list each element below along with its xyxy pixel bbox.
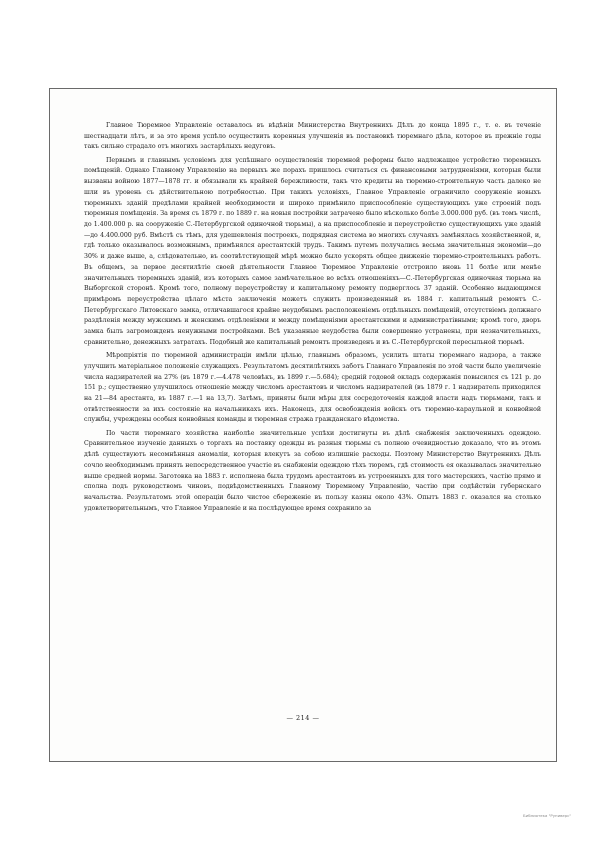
body-text [84,121,541,517]
paragraph-2: Первымъ и главнымъ условіемъ для успѣшнаго осуществленія тюремной реформы было надлежащее устройство тюремныхъ помѣщеній. Однако Главному Управленію на первыхъ же порахъ пришлось считаться съ финансовыми затрудненіями, которыя были вызваны войною 1877—1878 гг. и обязывали къ крайней бережливости, такъ что кредиты на тюремно-строительную часть далеко не шли въ уровень съ дѣйствительною потребностью. При такихъ условіяхъ, Главное Управленіе ограничило сооруженіе новыхъ тюремныхъ зданій предѣлами крайней необходимости и широко примѣнило приспособленіе существующихъ уже строеній подъ тюремныя помѣщенія. За время съ 1879 г. по 1889 г. на новыя постройки затрачено было нѣсколько болѣе 3.000.000 руб. (въ томъ числѣ, до 1.400.000 р. на сооруженіе С.-Петербургской одиночной тюрьмы), а на приспособленіе и переустройство существующихъ уже зданій—до 4.400.000 руб. Вмѣстѣ съ тѣмъ, для удешевленія построекъ, подрядная система во многихъ случаяхъ замѣнялась хозяйственной, и, гдѣ только оказывалось возможнымъ, примѣнялся арестантскій трудъ. Такимъ путемъ получались весьма значительныя экономіи—до 30% и даже выше, а, слѣдовательно, въ соотвѣтствующей мѣрѣ можно было ускорять общее движеніе тюремно-строительныхъ работъ. Въ общемъ, за первое десятилѣтіе своей дѣятельности Главное Тюремное Управленіе отстроило вновь 11 болѣе или менѣе значительныхъ тюремныхъ зданій, изъ которыхъ самое замѣчательное во всѣхъ отношеніяхъ—С.-Петербургская одиночная тюрьма на Выборгской сторонѣ. Кромѣ того, полному переустройству и капитальному ремонту подверглось 37 зданій. Особенно выдающимся примѣромъ переустройства цѣлаго мѣста заключенія можетъ служить произведенный въ 1884 г. капитальный ремонтъ С.-Петербургскаго Литовскаго замка, отличавшагося крайне неудобнымъ расположеніемъ отдѣльныхъ помѣщеній, отсутствіемъ должнаго раздѣленія между мужскимъ и женскимъ отдѣленіями и между помѣщеніями арестантскими и администратівными; кромѣ того, дворъ замка былъ загроможденъ ненужными постройками. Всѣ указанные неудобства были совершенно устранены, при незначительныхъ, сравнительно, денежныхъ затратахъ. Подобный же капитальный ремонтъ произведенъ и въ С.-Петербургской пересыльной тюрьмѣ. [84,156,541,346]
page-frame [49,88,557,762]
page-number: — 214 — [286,714,320,722]
library-stamp: Библиотека "Руниверс" [523,813,572,818]
paragraph-4: По части тюремнаго хозяйства наиболѣе значительные успѣхи достигнуты въ дѣлѣ снабженія заключенныхъ одеждою. Сравнительное изученіе данныхъ о торгахъ на поставку одежды въ разныя тюрьмы съ полною очевидностью доказало, что въ этомъ дѣлѣ существуютъ несомнѣнныя аномаліи, которыя влекутъ за собою излишніе расходы. Поэтому Министерство Внутреннихъ Дѣлъ сочло необходимымъ принять непосредственное участіе въ снабженіи одеждою тѣхъ тюремъ, гдѣ стоимость ея оказывалась значительно выше средней нормы. Заготовка на 1883 г. исполнена была трудомъ арестантовъ въ устроенныхъ для того мастерскихъ, частію прямо и сполна подъ руководствомъ чиновъ, подвѣдомственныхъ Главному Тюремному Управленію, частію при содѣйствіи губернскаго начальства. Результатомъ этой операціи было чистое сбереженіе въ пользу казны около 43%. Опытъ 1883 г. оказался на столько удовлетворительнымъ, что Главное Управленіе и на послѣдующее время сохранило за [84,429,541,512]
paragraph-3: Мѣропріятія по тюремной администраціи имѣли цѣлью, главнымъ образомъ, усилить штаты тюремнаго надзора, а также улучшить матеріальное положеніе служащихъ. Результатомъ десятилѣтнихъ заботъ Главнаго Управленія по этой части было увеличеніе числа надзирателей на 27% (въ 1879 г.—4.478 человѣкъ, въ 1899 г.—5.684); средній годовой окладъ содержанія повысился съ 121 р. до 151 р.; существенно улучшилось отношеніе между числомъ арестантовъ и числомъ надзирателей (въ 1879 г. 1 надзиратель приходился на 21—84 арестанта, въ 1887 г.—1 на 13,7). Затѣмъ, приняты были мѣры для сосредоточенія каждой власти надъ тюрьмами, такъ и отвѣтственности за ихъ состояніе на начальникахъ ихъ. Наконецъ, для освобожденія войскъ отъ тюремно-караульной и конвойной службы, учреждены особыя конвойныя команды и тюремная стража гражданскаго вѣдомства. [84,352,541,424]
paragraph-1: Главное Тюремное Управленіе оставалось въ вѣдѣніи Министерства Внутреннихъ Дѣлъ до конца 1895 г., т. е. въ теченіе шестнадцати лѣтъ, и за это время успѣло осуществить коренныя улучшенія въ постановкѣ тюремнаго дѣла, которое въ прежніе годы такъ сильно страдало отъ многихъ застарѣлыхъ недуговъ. [84,122,541,151]
